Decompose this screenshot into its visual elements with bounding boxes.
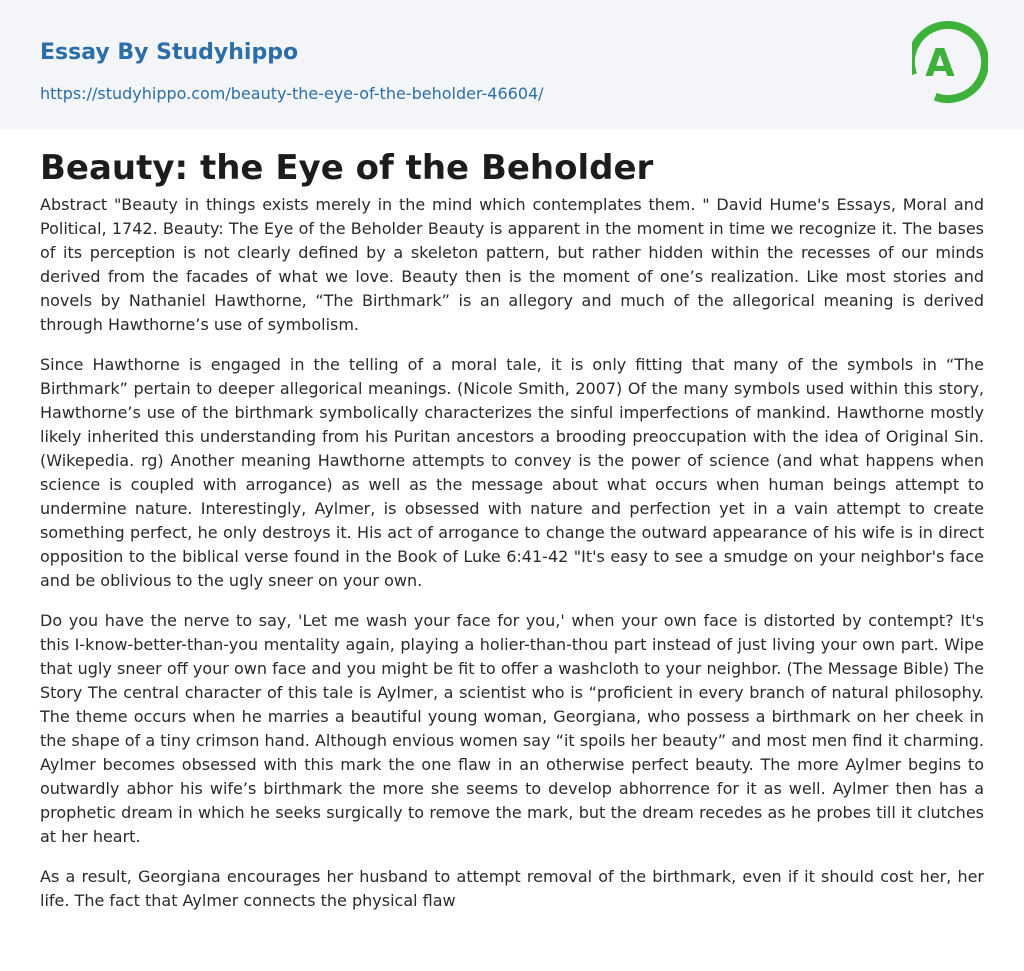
article-paragraph: Do you have the nerve to say, 'Let me wash your face for you,' when your own face is distorted by contempt? It's this I-know-better-than-you mentality again, playing a holier-than-thou part instead of just living your own part. Wipe that ugly sneer off your own face and you might be fit to offer a washcloth to your neighbor. (The Message Bible) The Story The central character of this tale is Aylmer, a scientist who is “proficient in every branch of natural philosophy. The theme occurs when he marries a beautiful young woman, Georgiana, who possess a birthmark on her cheek in the shape of a tiny crimson hand. Although envious women say “it spoils her beauty” and most men find it charming. Aylmer becomes obsessed with this mark the one flaw in an otherwise perfect beauty. The more Aylmer begins to outwardly abhor his wife’s birthmark the more she seems to develop abhorrence for it as well. Aylmer then has a prophetic dream in which he seeks surgically to remove the mark, but the dream recedes as he probes till it clutches at her heart. [40,611,984,846]
brand-title[interactable]: Essay By Studyhippo [40,40,299,65]
article-paragraph: Since Hawthorne is engaged in the telling of a moral tale, it is only fitting that many of the symbols in “The Birthmark” pertain to deeper allegorical meanings. (Nicole Smith, 2007) Of the many symbols used within this story, Hawthorne’s use of the birthmark symbolically characterizes the sinful imperfections of mankind. Hawthorne mostly likely inherited this understanding from his Puritan ancestors a brooding preoccupation with the idea of Original Sin. (Wikepedia. rg) Another meaning Hawthorne attempts to convey is the power of science (and what happens when science is coupled with arrogance) as well as the message about what occurs when human beings attempt to undermine nature. Interestingly, Aylmer, is obsessed with nature and perfection yet in a vain attempt to create something perfect, he only destroys it. His act of arrogance to change the outward appearance of his wife is in direct opposition to the biblical verse found in the Book of Luke 6:41-42 "It's easy to see a smudge on your neighbor's face and be oblivious to the ugly sneer on your own. [40,355,984,590]
logo-letter: A [925,41,955,85]
site-header [0,0,1024,129]
article [0,129,1024,913]
studyhippo-logo-icon[interactable] [912,18,988,106]
article-paragraph: Abstract "Beauty in things exists merely in the mind which contemplates them. " David Hume's Essays, Moral and Political, 1742. Beauty: The Eye of the Beholder Beauty is apparent in the moment in time we recognize it. The bases of its perception is not clearly defined by a skeleton pattern, but rather hidden within the recesses of our minds derived from the facades of what we love. Beauty then is the moment of one’s realization. Like most stories and novels by Nathaniel Hawthorne, “The Birthmark” is an allegory and much of the allegorical meaning is derived through Hawthorne’s use of symbolism. [40,195,984,334]
article-paragraph: As a result, Georgiana encourages her husband to attempt removal of the birthmark, even if it should cost her, her life. The fact that Aylmer connects the physical flaw [40,867,984,910]
essay-url-link[interactable]: https://studyhippo.com/beauty-the-eye-of-the-beholder-46604/ [40,84,544,103]
page-title: Beauty: the Eye of the Beholder [40,148,654,188]
